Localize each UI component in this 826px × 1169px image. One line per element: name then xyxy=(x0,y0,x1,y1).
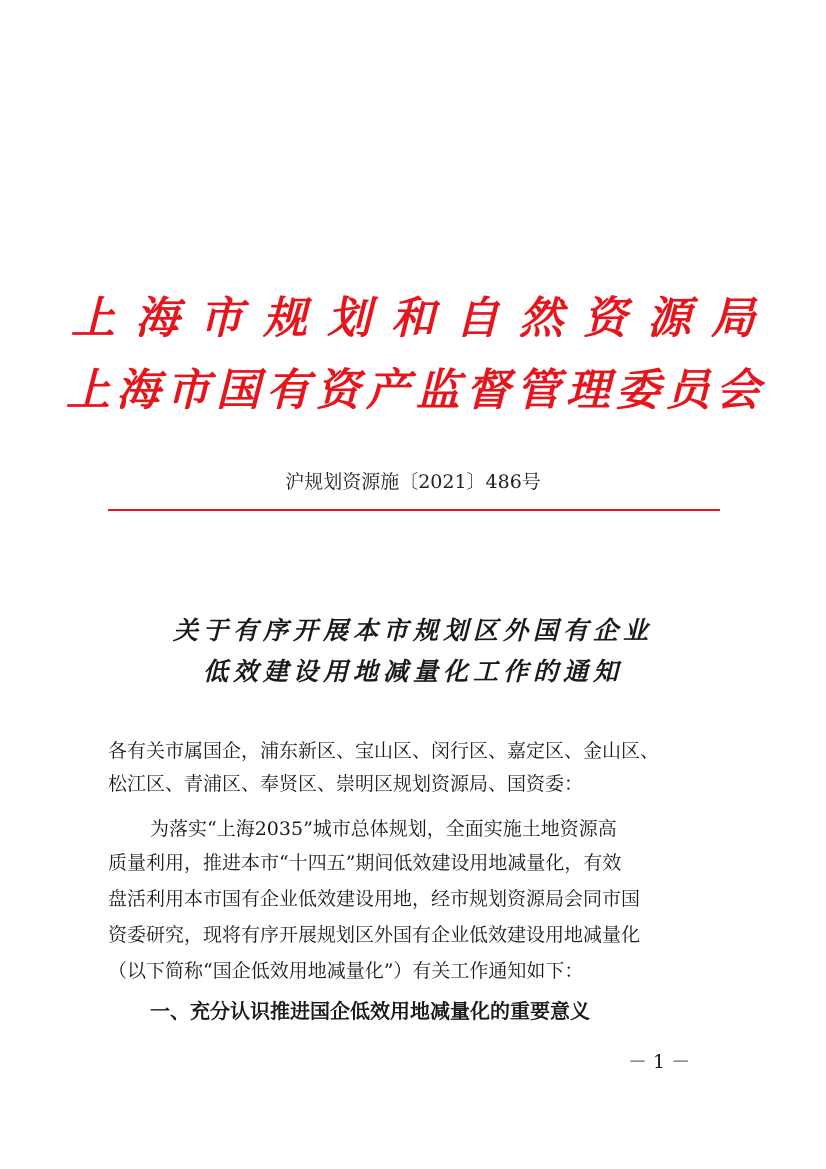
document-number: 沪规划资源施〔2021〕486号 xyxy=(285,471,541,493)
addressees-line-2: 松江区、青浦区、奉贤区、崇明区规划资源局、国资委： xyxy=(108,773,584,795)
body-paragraph-line-2: 质量利用，推进本市“十四五”期间低效建设用地减量化，有效 xyxy=(108,852,622,874)
addressees-line-1: 各有关市属国企，浦东新区、宝山区、闵行区、嘉定区、金山区、 xyxy=(108,740,660,762)
body-paragraph-line-5: （以下简称“国企低效用地减量化”）有关工作通知如下： xyxy=(108,960,584,982)
document-title-line-2: 低效建设用地减量化工作的通知 xyxy=(202,657,623,686)
page-number: － 1 － xyxy=(628,1051,691,1073)
body-paragraph-line-4: 资委研究，现将有序开展规划区外国有企业低效建设用地减量化 xyxy=(108,924,641,946)
red-divider-rule xyxy=(108,509,720,511)
body-paragraph-line-3: 盘活利用本市国有企业低效建设用地，经市规划资源局会同市国 xyxy=(108,888,641,910)
body-paragraph-line-1: 为落实“上海2035”城市总体规划，全面实施土地资源高 xyxy=(150,818,617,840)
section-heading-1: 一、充分认识推进国企低效用地减量化的重要意义 xyxy=(150,999,590,1023)
document-title-line-1: 关于有序开展本市规划区外国有企业 xyxy=(172,616,653,645)
letterhead-line-2: 上海市国有资产监督管理委员会 xyxy=(66,365,766,416)
letterhead-line-1: 上海市规划和自然资源局 xyxy=(71,293,775,344)
